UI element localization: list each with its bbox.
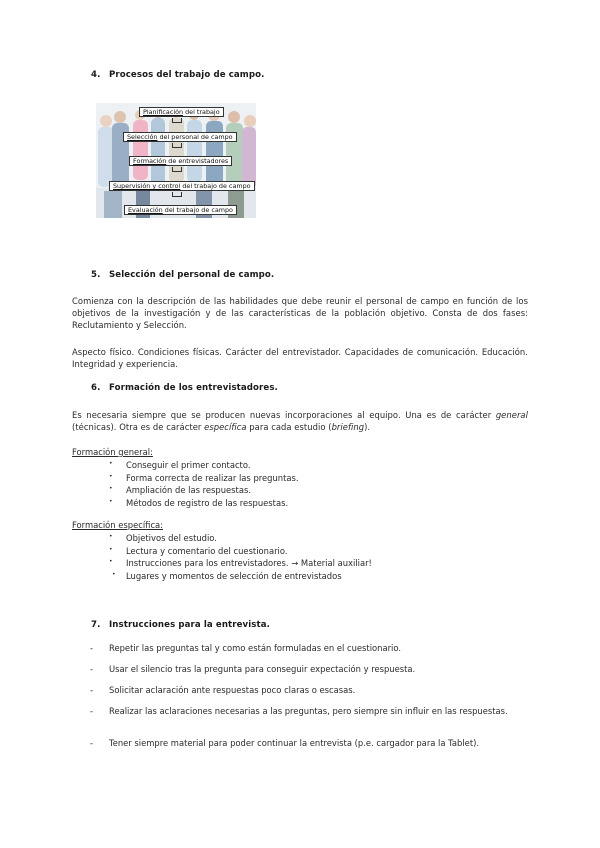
section-number: 4. xyxy=(91,70,101,80)
section-number: 6. xyxy=(91,383,101,393)
section-title: Instrucciones para la entrevista. xyxy=(109,620,270,630)
section-4-heading xyxy=(91,70,264,80)
paragraph: Comienza con la descripción de las habilidades que debe reunir el personal de campo en función de los objetivos de la investigación y de las características de la población objetivo. Consta de dos fases: Reclutamiento y Selección. xyxy=(72,296,528,331)
diagram-step-planificacion: Planificación del trabajo xyxy=(139,107,224,117)
list-heading-general: Formación general: xyxy=(72,447,153,457)
instruction-item: - Tener siempre material para poder continuar la entrevista (p.e. cargador para la Tablet). xyxy=(90,738,480,748)
section-7-heading xyxy=(91,620,270,630)
diagram-connector xyxy=(172,118,182,123)
paragraph: Es necesaria siempre que se producen nuevas incorporaciones al equipo. Una es de carácter general (técnicas). Otra es de carácter específica para cada estudio (briefing). xyxy=(72,410,528,433)
diagram-step-evaluacion: Evaluación del trabajo de campo xyxy=(124,205,237,215)
diagram-connector xyxy=(172,143,182,148)
section-title: Formación de los entrevistadores. xyxy=(109,383,278,393)
section-6-heading xyxy=(91,383,278,393)
paragraph: Aspecto físico. Condiciones físicas. Carácter del entrevistador. Capacidades de comunicación. Educación. Integridad y experiencia. xyxy=(72,347,528,370)
instruction-item: - Realizar las aclaraciones necesarias a las preguntas, pero siempre sin influir en las respuestas. xyxy=(90,706,508,716)
instruction-item: - Usar el silencio tras la pregunta para conseguir expectación y respuesta. xyxy=(90,664,416,674)
section-number: 5. xyxy=(91,270,101,280)
diagram-connector xyxy=(172,192,182,197)
section-title: Procesos del trabajo de campo. xyxy=(109,70,265,80)
process-diagram xyxy=(96,103,256,218)
diagram-step-supervision: Supervisión y control del trabajo de campo xyxy=(109,181,255,191)
diagram-step-formacion: Formación de entrevistadores xyxy=(129,156,232,166)
instruction-item: - Repetir las preguntas tal y como están formuladas en el cuestionario. xyxy=(90,643,402,653)
section-5-heading xyxy=(91,270,274,280)
specific-list: • Objetivos del estudio. • Lectura y comentario del cuestionario. • Instrucciones para los entrevistadores. → Material auxiliar! • Lugares y momentos de selección de entrevistados xyxy=(109,533,372,582)
list-heading-specific: Formación específica: xyxy=(72,520,164,530)
instruction-item: - Solicitar aclaración ante respuestas poco claras o escasas. xyxy=(90,685,356,695)
general-list: • Conseguir el primer contacto. • Forma correcta de realizar las preguntas. • Ampliación de las respuestas. • Métodos de registro de las respuestas. xyxy=(109,460,299,509)
diagram-connector xyxy=(172,167,182,172)
diagram-step-seleccion: Selección del personal de campo xyxy=(123,132,237,142)
section-title: Selección del personal de campo. xyxy=(109,270,275,280)
section-number: 7. xyxy=(91,620,101,630)
